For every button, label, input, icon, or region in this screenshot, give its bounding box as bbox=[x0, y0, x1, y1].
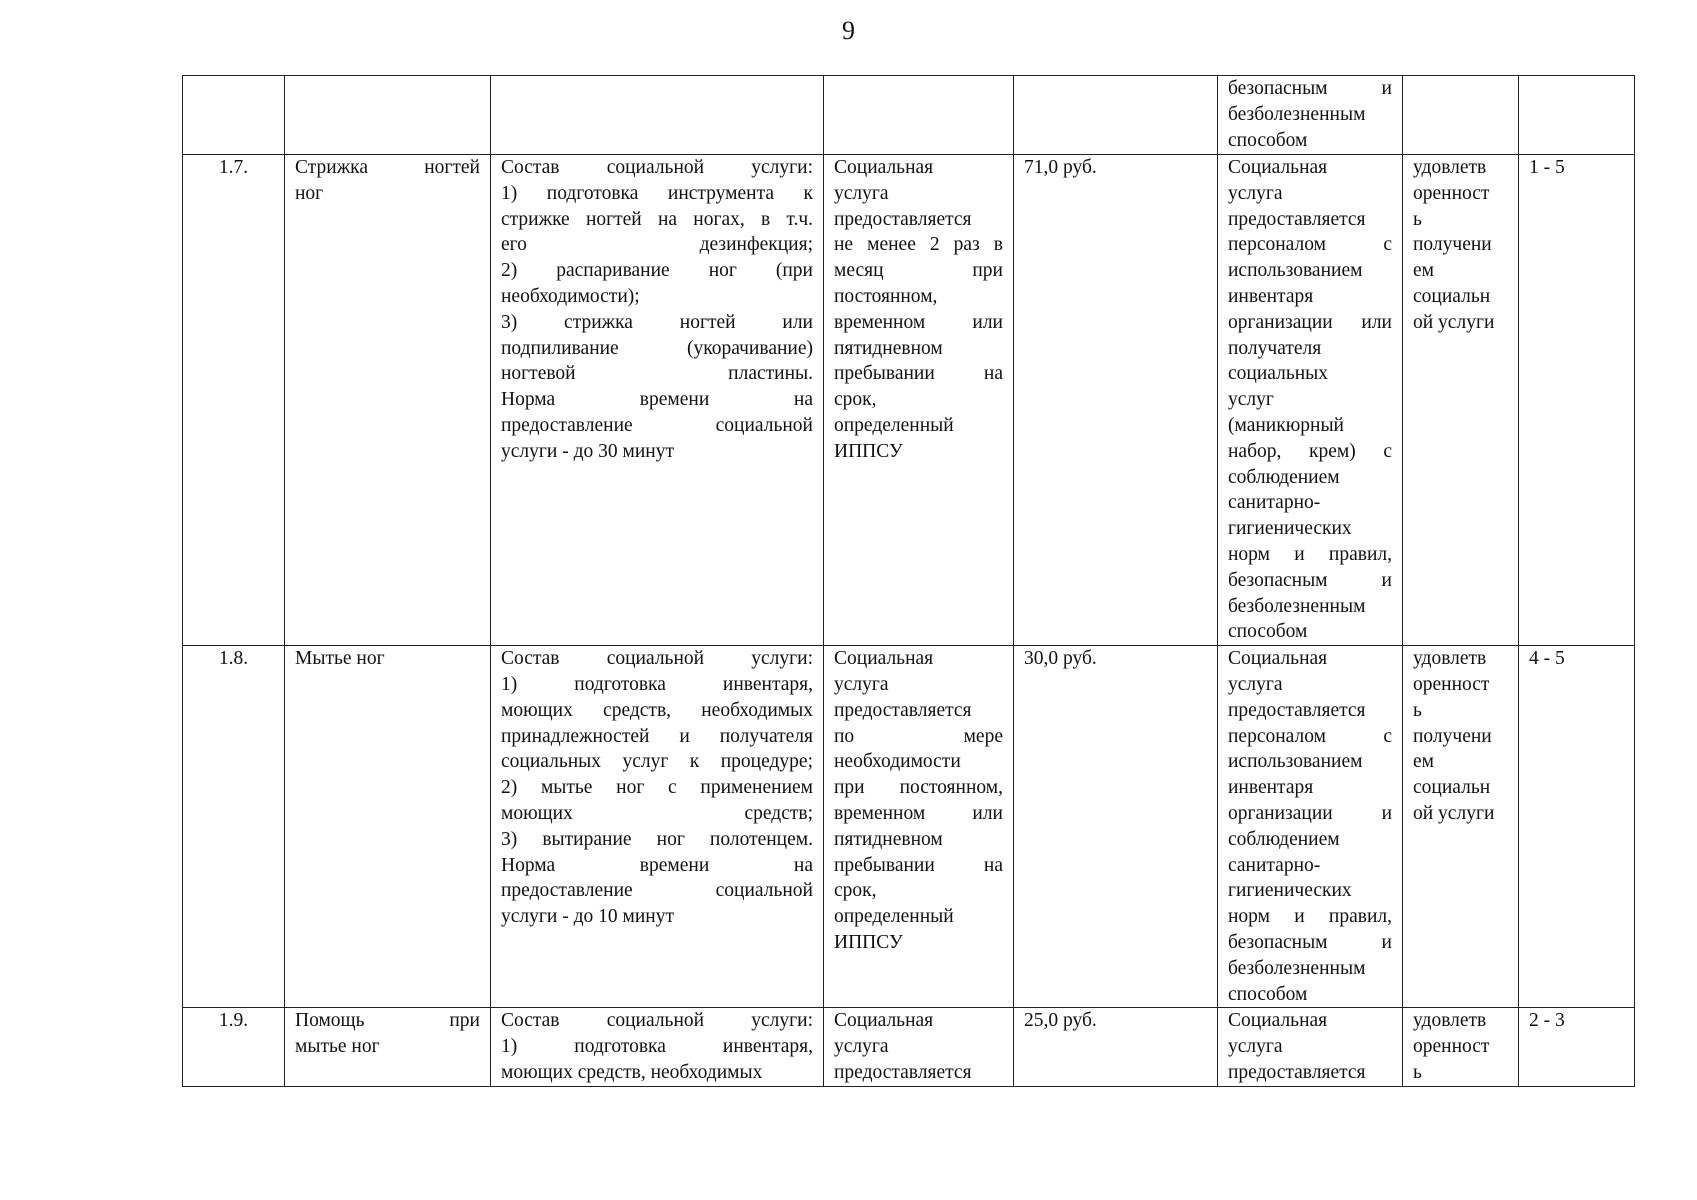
service-conditions-cell-line: безопасным и bbox=[1228, 931, 1392, 953]
service-number-cell: 1.8. bbox=[183, 646, 285, 1008]
service-frequency-cell-line: необходимости bbox=[834, 751, 961, 773]
service-conditions-cell bbox=[1218, 76, 1403, 155]
service-composition-cell-line: 2) мытье ног с применением bbox=[501, 777, 813, 799]
service-composition-cell-line: социальных услуг к процедуре; bbox=[501, 751, 813, 773]
service-frequency-cell-line: предоставляется bbox=[834, 208, 972, 230]
service-price-cell bbox=[1014, 76, 1218, 155]
service-composition-cell-line: необходимости); bbox=[501, 285, 640, 307]
service-composition-cell-line: услуги - до 30 минут bbox=[501, 440, 674, 462]
service-frequency-cell-line: не менее 2 раз в bbox=[834, 234, 1003, 256]
service-composition-cell-line: подпиливание (укорачивание) bbox=[501, 337, 813, 359]
service-frequency-cell-line: Социальная bbox=[834, 157, 934, 178]
service-conditions-cell-line: соблюдением bbox=[1228, 466, 1340, 488]
service-frequency-cell-line: месяц при bbox=[834, 260, 1003, 282]
service-frequency-cell-line: услуга bbox=[834, 182, 889, 204]
service-name-cell-line: Помощь при bbox=[295, 1010, 480, 1032]
service-frequency-cell-line: определенный bbox=[834, 414, 954, 436]
table-body bbox=[183, 76, 1635, 1087]
service-frequency-cell-line: ИППСУ bbox=[834, 440, 903, 462]
table-row bbox=[183, 76, 1635, 155]
service-composition-cell-line: предоставление социальной bbox=[501, 880, 813, 902]
service-criteria-cell-line: ь bbox=[1413, 699, 1422, 721]
service-criteria-cell-line: ь bbox=[1413, 1061, 1422, 1083]
service-conditions-cell-line: персоналом с bbox=[1228, 725, 1392, 747]
service-criteria-cell bbox=[1403, 76, 1519, 155]
service-criteria-cell-line: ой услуги bbox=[1413, 802, 1495, 824]
service-frequency-cell-line: определенный bbox=[834, 906, 954, 928]
service-conditions-cell bbox=[1218, 646, 1403, 1008]
service-composition-cell-line: Состав социальной услуги: bbox=[501, 648, 813, 670]
service-composition-cell bbox=[491, 76, 824, 155]
service-frequency-cell-line: временном или bbox=[834, 802, 1003, 824]
service-conditions-cell-line: услуг bbox=[1228, 389, 1274, 411]
service-frequency-cell-line: постоянном, bbox=[834, 285, 938, 307]
service-conditions-cell-line: услуга bbox=[1228, 182, 1283, 204]
service-frequency-cell bbox=[824, 1008, 1014, 1086]
service-number-cell: 1.9. bbox=[183, 1008, 285, 1086]
service-criteria-cell-line: получени bbox=[1413, 234, 1492, 256]
service-criteria-cell-line: ь bbox=[1413, 208, 1422, 230]
service-frequency-cell-line: по мере bbox=[834, 725, 1003, 747]
service-composition-cell-line: предоставление социальной bbox=[501, 414, 813, 436]
service-composition-cell-line: 1) подготовка инвентаря, bbox=[501, 673, 813, 695]
service-composition-cell bbox=[491, 155, 824, 646]
service-conditions-cell-line: инвентаря bbox=[1228, 777, 1314, 799]
service-frequency-cell-line: Социальная bbox=[834, 648, 934, 670]
service-conditions-cell-line: использованием bbox=[1228, 751, 1363, 773]
service-number-cell: 1.7. bbox=[183, 155, 285, 646]
service-composition-cell-line: стрижке ногтей на ногах, в т.ч. bbox=[501, 208, 813, 230]
service-composition-cell-line: моющих средств; bbox=[501, 802, 813, 824]
service-criteria-cell-line: социальн bbox=[1413, 777, 1491, 799]
service-conditions-cell-line: соблюдением bbox=[1228, 828, 1340, 850]
service-criteria-cell-line: оренност bbox=[1413, 182, 1490, 204]
service-composition-cell-line: ногтевой пластины. bbox=[501, 363, 813, 385]
service-conditions-cell-line: услуга bbox=[1228, 1036, 1283, 1058]
service-conditions-cell-line: организации и bbox=[1228, 802, 1392, 824]
service-composition-cell-line: Состав социальной услуги: bbox=[501, 157, 813, 178]
service-composition-cell-line: услуги - до 10 минут bbox=[501, 906, 674, 928]
service-conditions-cell-line: Социальная bbox=[1228, 648, 1328, 670]
service-name-cell bbox=[285, 76, 491, 155]
table-row bbox=[183, 646, 1635, 1008]
service-conditions-cell-line: безболезненным bbox=[1228, 103, 1366, 125]
service-frequency-cell bbox=[824, 76, 1014, 155]
service-conditions-cell bbox=[1218, 155, 1403, 646]
service-criteria-cell bbox=[1403, 1008, 1519, 1086]
service-name-cell bbox=[285, 155, 491, 646]
service-criteria-cell-line: социальн bbox=[1413, 285, 1491, 307]
service-name-cell-line: ног bbox=[295, 182, 324, 204]
service-frequency-cell-line: Социальная bbox=[834, 1010, 934, 1032]
service-frequency-cell-line: ИППСУ bbox=[834, 931, 903, 953]
service-conditions-cell-line: предоставляется bbox=[1228, 1061, 1366, 1083]
service-conditions-cell-line: безболезненным bbox=[1228, 957, 1366, 979]
service-composition-cell-line: моющих средств, необходимых bbox=[501, 1061, 763, 1083]
service-criteria-cell-line: удовлетв bbox=[1413, 157, 1487, 178]
service-conditions-cell-line: персоналом с bbox=[1228, 234, 1392, 256]
service-name-cell-line: Стрижка ногтей bbox=[295, 157, 480, 178]
service-price-cell: 71,0 руб. bbox=[1014, 155, 1218, 646]
service-conditions-cell-line: гигиенических bbox=[1228, 518, 1352, 540]
service-composition-cell-line: 3) вытирание ног полотенцем. bbox=[501, 828, 813, 850]
service-conditions-cell-line: Социальная bbox=[1228, 157, 1328, 178]
service-conditions-cell-line: набор, крем) с bbox=[1228, 440, 1392, 462]
service-criteria-cell bbox=[1403, 155, 1519, 646]
service-frequency-cell-line: пятидневном bbox=[834, 828, 943, 850]
service-conditions-cell-line: предоставляется bbox=[1228, 699, 1366, 721]
service-score-cell: 4 - 5 bbox=[1519, 646, 1635, 1008]
service-composition-cell-line: 3) стрижка ногтей или bbox=[501, 311, 813, 333]
service-conditions-cell-line: услуга bbox=[1228, 673, 1283, 695]
table-row bbox=[183, 1008, 1635, 1086]
service-frequency-cell-line: временном или bbox=[834, 311, 1003, 333]
service-conditions-cell-line: предоставляется bbox=[1228, 208, 1366, 230]
service-frequency-cell-line: при постоянном, bbox=[834, 777, 1003, 799]
service-composition-cell-line: Состав социальной услуги: bbox=[501, 1010, 813, 1032]
service-conditions-cell-line: норм и правил, bbox=[1228, 906, 1392, 928]
service-composition-cell-line: 1) подготовка инвентаря, bbox=[501, 1036, 813, 1058]
service-frequency-cell-line: пятидневном bbox=[834, 337, 943, 359]
service-frequency-cell-line: предоставляется bbox=[834, 699, 972, 721]
service-criteria-cell-line: оренност bbox=[1413, 1036, 1490, 1058]
service-composition-cell bbox=[491, 1008, 824, 1086]
service-frequency-cell-line: пребывании на bbox=[834, 363, 1003, 385]
service-conditions-cell-line: способом bbox=[1228, 129, 1308, 151]
service-price-cell: 30,0 руб. bbox=[1014, 646, 1218, 1008]
service-conditions-cell-line: санитарно- bbox=[1228, 854, 1321, 876]
service-criteria-cell-line: ем bbox=[1413, 260, 1434, 282]
service-frequency-cell-line: пребывании на bbox=[834, 854, 1003, 876]
service-conditions-cell-line: получателя bbox=[1228, 337, 1322, 359]
service-composition-cell-line: моющих средств, необходимых bbox=[501, 699, 813, 721]
service-conditions-cell-line: социальных bbox=[1228, 363, 1329, 385]
service-composition-cell-line: Норма времени на bbox=[501, 389, 813, 411]
service-composition-cell-line: его дезинфекция; bbox=[501, 234, 813, 256]
service-composition-cell-line: 2) распаривание ног (при bbox=[501, 260, 813, 282]
service-conditions-cell-line: (маникюрный bbox=[1228, 414, 1344, 436]
service-score-cell bbox=[1519, 76, 1635, 155]
services-table bbox=[182, 75, 1635, 1087]
service-criteria-cell-line: удовлетв bbox=[1413, 1010, 1487, 1032]
service-conditions-cell-line: безболезненным bbox=[1228, 595, 1366, 617]
service-name-cell bbox=[285, 1008, 491, 1086]
table-row bbox=[183, 155, 1635, 646]
service-conditions-cell-line: способом bbox=[1228, 983, 1308, 1005]
service-criteria-cell-line: оренност bbox=[1413, 673, 1490, 695]
service-conditions-cell-line: способом bbox=[1228, 621, 1308, 643]
service-composition-cell-line: Норма времени на bbox=[501, 854, 813, 876]
service-conditions-cell-line: инвентаря bbox=[1228, 285, 1314, 307]
service-conditions-cell-line: безопасным и bbox=[1228, 78, 1392, 99]
service-conditions-cell-line: организации или bbox=[1228, 311, 1392, 333]
service-conditions-cell bbox=[1218, 1008, 1403, 1086]
service-conditions-cell-line: использованием bbox=[1228, 260, 1363, 282]
service-criteria-cell bbox=[1403, 646, 1519, 1008]
service-conditions-cell-line: Социальная bbox=[1228, 1010, 1328, 1032]
service-score-cell: 1 - 5 bbox=[1519, 155, 1635, 646]
service-frequency-cell-line: услуга bbox=[834, 1036, 889, 1058]
service-criteria-cell-line: ем bbox=[1413, 751, 1434, 773]
service-conditions-cell-line: гигиенических bbox=[1228, 880, 1352, 902]
service-name-cell bbox=[285, 646, 491, 1008]
service-frequency-cell-line: предоставляется bbox=[834, 1061, 972, 1083]
service-criteria-cell-line: ой услуги bbox=[1413, 311, 1495, 333]
service-frequency-cell-line: срок, bbox=[834, 880, 877, 902]
service-frequency-cell-line: срок, bbox=[834, 389, 877, 411]
service-composition-cell-line: принадлежностей и получателя bbox=[501, 725, 813, 747]
service-name-cell-line: Мытье ног bbox=[295, 648, 385, 670]
service-frequency-cell bbox=[824, 155, 1014, 646]
service-conditions-cell-line: норм и правил, bbox=[1228, 543, 1392, 565]
service-composition-cell-line: 1) подготовка инструмента к bbox=[501, 182, 813, 204]
service-frequency-cell-line: услуга bbox=[834, 673, 889, 695]
service-number-cell bbox=[183, 76, 285, 155]
service-composition-cell bbox=[491, 646, 824, 1008]
service-conditions-cell-line: безопасным и bbox=[1228, 569, 1392, 591]
service-price-cell: 25,0 руб. bbox=[1014, 1008, 1218, 1086]
service-criteria-cell-line: получени bbox=[1413, 725, 1492, 747]
service-score-cell: 2 - 3 bbox=[1519, 1008, 1635, 1086]
service-conditions-cell-line: санитарно- bbox=[1228, 492, 1321, 514]
service-name-cell-line: мытье ног bbox=[295, 1036, 380, 1058]
service-criteria-cell-line: удовлетв bbox=[1413, 648, 1487, 670]
page-number: 9 bbox=[842, 16, 855, 45]
service-frequency-cell bbox=[824, 646, 1014, 1008]
